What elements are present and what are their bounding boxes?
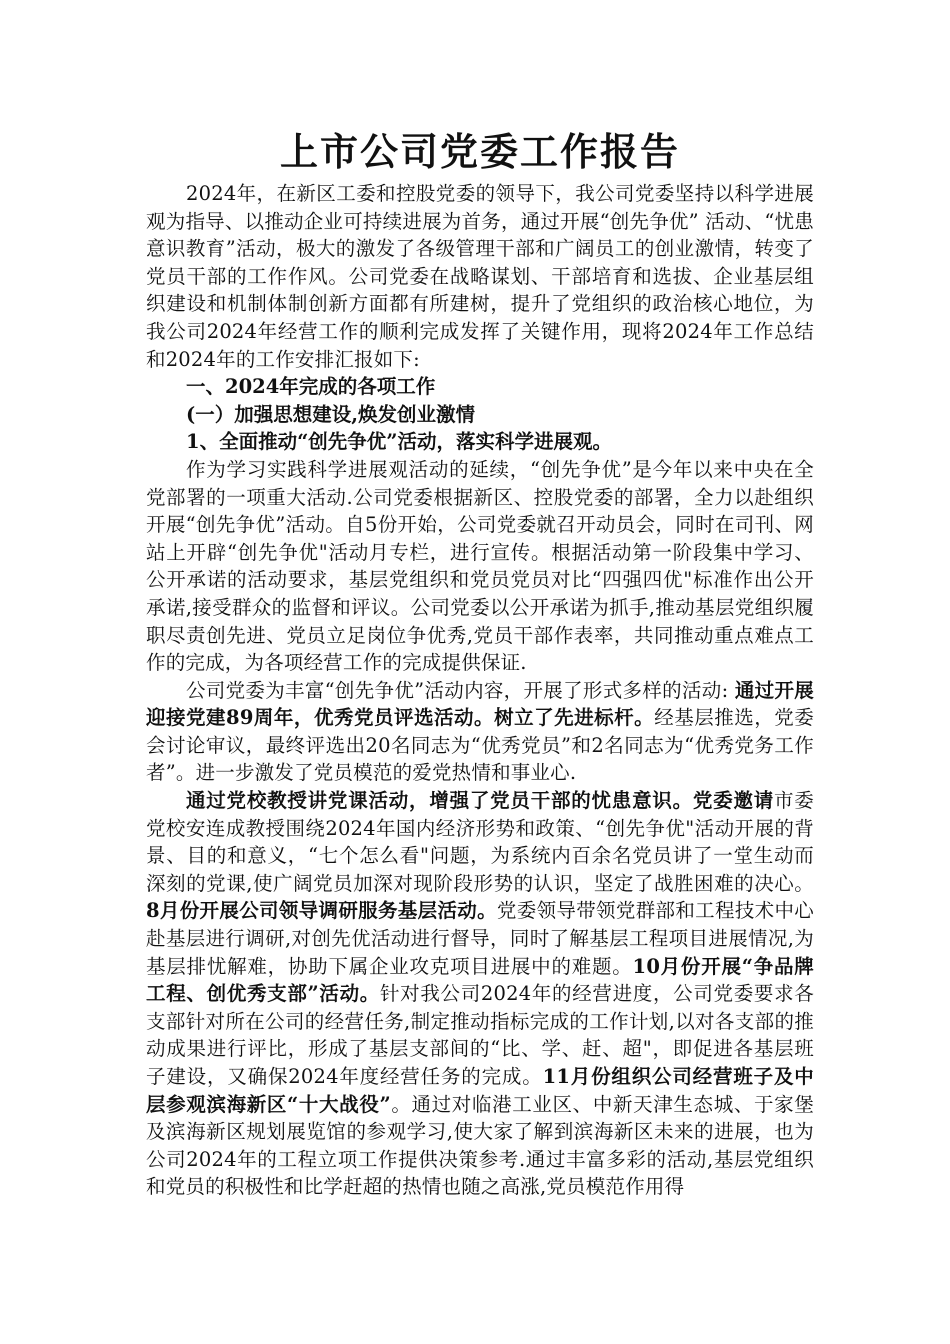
text-run: 。通过对临港工业区、中新天津生态城、于家堡及滨海新区规划展览馆的参观学习,使大家了解到滨海新区未来的进展，也为公司2024年的工程立项工作提供决策参考.通过丰富多彩的活动,基层党组织和党员的积极性和比学赶超的热情也随之高涨,党员模范作用得 xyxy=(146,1092,814,1199)
document-title: 上市公司党委工作报告 xyxy=(279,129,680,174)
text-run: 公司党委为丰富“创先争优”活动内容，开展了形式多样的活动: xyxy=(186,678,735,702)
bold-text-run: 8月份开展公司领导调研服务基层活动。 xyxy=(146,899,497,923)
text-run: 经基层推选，党委会讨论审议，最终评选出20名同志为“优秀党员”和2名同志为“优秀党务工作者”。进一步激发了党员模范的爱党热情和事业心. xyxy=(146,706,814,785)
body-paragraph-3 xyxy=(146,787,814,1201)
text-run: 市委党校安连成教授围绕2024年国内经济形势和政策、“创先争优"活动开展的背景、目的和意义，“七个怎么看"问题，为系统内百余名党员讲了一堂生动而深刻的党课,使广阔党员加深对现阶段形势的认识，坚定了战胜困难的决心。 xyxy=(146,789,814,895)
section-heading: 一、2024年完成的各项工作 xyxy=(186,375,436,399)
intro-paragraph: 2024年，在新区工委和控股党委的领导下，我公司党委坚持以科学进展观为指导、以推动企业可持续进展为首务，通过开展“创先争优” 活动、“忧患意识教育”活动，极大的激发了各级管理干部和广阔员工的创业激情，转变了党员干部的工作作风。公司党委在战略谋划、干部培育和选拔、企业基层组织建设和机制体制创新方面都有所建树，提升了党组织的政治核心地位，为我公司2024年经营工作的顺利完成发挥了关键作用，现将2024年工作总结和2024年的工作安排汇报如下: xyxy=(146,182,814,371)
bold-text-run: 通过党校教授讲党课活动，增强了党员干部的忧患意识。党委邀请 xyxy=(186,789,775,813)
item-heading: 1、全面推动“创先争优”活动，落实科学进展观。 xyxy=(186,430,613,454)
body-paragraph-2 xyxy=(146,677,814,787)
subsection-heading: (一）加强思想建设,焕发创业激情 xyxy=(186,402,476,426)
document-page xyxy=(146,124,814,1201)
body-paragraph-1: 作为学习实践科学进展观活动的延续，“创先争优”是今年以来中央在全党部署的一项重大活动.公司党委根据新区、控股党委的部署，全力以赴组织开展“创先争优”活动。自5份开始，公司党委就召开动员会，同时在司刊、网站上开辟“创先争优"活动月专栏，进行宣传。根据活动第一阶段集中学习、公开承诺的活动要求，基层党组织和党员党员对比“四强四优"标准作出公开承诺,接受群众的监督和评议。公司党委以公开承诺为抓手,推动基层党组织履职尽责创先进、党员立足岗位争优秀,党员干部作表率，共同推动重点难点工作的完成，为各项经营工作的完成提供保证. xyxy=(146,457,814,675)
bold-text-run: 11月份组织公司经营班子及中层参观滨海新区“十大战役” xyxy=(146,1065,815,1116)
bold-text-run: 通过开展迎接党建89周年，优秀党员评选活动。树立了先进标杆。 xyxy=(146,678,814,730)
bold-text-run: 10月份开展“争品牌工程、创优秀支部”活动。 xyxy=(146,954,814,1006)
text-run: 党委领导带领党群部和工程技术中心赴基层进行调研,对创先优活动进行督导，同时了解基层工程项目进展情况,为基层排忧解难，协助下属企业攻克项目进展中的难题。 xyxy=(146,899,814,978)
text-run: 针对我公司2024年的经营进度，公司党委要求各支部针对所在公司的经营任务,制定推动指标完成的工作计划,以对各支部的推动成果进行评比，形成了基层支部间的“比、学、赶、超"，即促进各基层班子建设，又确保2024年度经营任务的完成。 xyxy=(146,982,814,1088)
